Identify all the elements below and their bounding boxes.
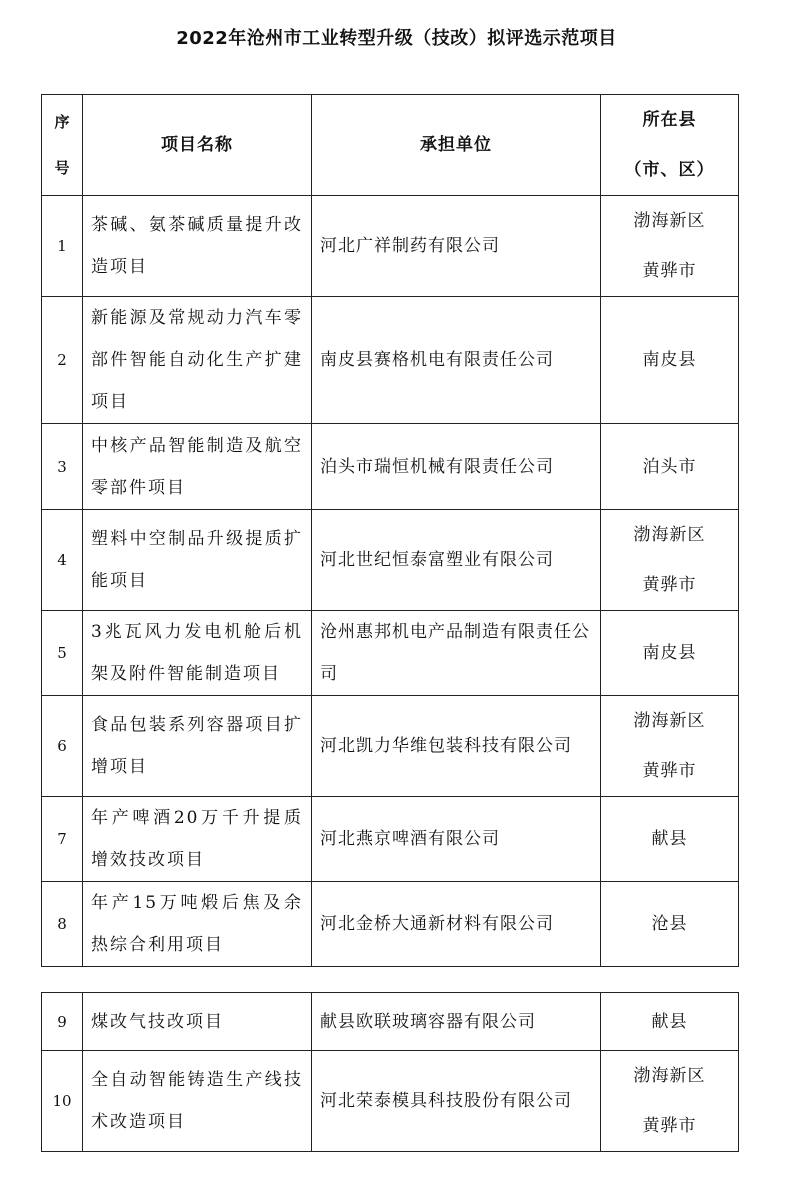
- row-project-name: 年产啤酒20万千升提质增效技改项目: [83, 797, 312, 882]
- row-index: 5: [42, 611, 83, 696]
- row-location-line-1: 沧县: [651, 914, 688, 934]
- row-location-line-1: 南皮县: [642, 643, 697, 663]
- header-unit: 承担单位: [312, 95, 601, 196]
- row-location: [601, 196, 739, 297]
- row-unit: 河北广祥制药有限公司: [312, 196, 601, 297]
- row-project-name: 全自动智能铸造生产线技术改造项目: [83, 1051, 312, 1152]
- row-project-name: 塑料中空制品升级提质扩能项目: [83, 510, 312, 611]
- table-header-row: [42, 95, 739, 196]
- header-project-name: 项目名称: [83, 95, 312, 196]
- row-unit: 河北金桥大通新材料有限公司: [312, 882, 601, 967]
- row-unit: 河北燕京啤酒有限公司: [312, 797, 601, 882]
- row-index: 9: [42, 993, 83, 1051]
- row-location: [601, 696, 739, 797]
- row-location: [601, 1051, 739, 1152]
- row-index: 2: [42, 297, 83, 424]
- table-row: [42, 297, 739, 424]
- row-location: [601, 611, 739, 696]
- row-location-line-1: 渤海新区: [633, 711, 706, 731]
- row-unit: 泊头市瑞恒机械有限责任公司: [312, 424, 601, 510]
- projects-table-continued: [41, 992, 739, 1152]
- header-location: [601, 95, 739, 196]
- row-location-line-2: 黄骅市: [642, 1116, 697, 1136]
- row-location-line-1: 渤海新区: [633, 211, 706, 231]
- row-location-line-1: 献县: [651, 1011, 688, 1032]
- row-unit: 沧州惠邦机电产品制造有限责任公司: [312, 611, 601, 696]
- row-location-line-1: 渤海新区: [633, 525, 706, 545]
- table-row: [42, 196, 739, 297]
- table-row: [42, 993, 739, 1051]
- header-index-line-1: 序: [54, 113, 70, 131]
- row-location: [601, 510, 739, 611]
- table-row: [42, 1051, 739, 1152]
- row-unit: 河北荣泰模具科技股份有限公司: [312, 1051, 601, 1152]
- row-index: 7: [42, 797, 83, 882]
- row-location-line-1: 渤海新区: [633, 1066, 706, 1086]
- projects-table: [41, 94, 739, 967]
- row-location: [601, 882, 739, 967]
- row-location-line-1: 泊头市: [642, 456, 697, 477]
- row-location: [601, 297, 739, 424]
- row-location-line-2: 黄骅市: [642, 261, 697, 281]
- row-unit: 河北凯力华维包装科技有限公司: [312, 696, 601, 797]
- row-index: 10: [42, 1051, 83, 1152]
- row-project-name: 3兆瓦风力发电机舱后机架及附件智能制造项目: [83, 611, 312, 696]
- table-row: [42, 882, 739, 967]
- row-unit: 南皮县赛格机电有限责任公司: [312, 297, 601, 424]
- row-index: 3: [42, 424, 83, 510]
- row-unit: 献县欧联玻璃容器有限公司: [312, 993, 601, 1051]
- row-location-line-1: 南皮县: [642, 350, 697, 370]
- row-unit: 河北世纪恒泰富塑业有限公司: [312, 510, 601, 611]
- row-index: 1: [42, 196, 83, 297]
- row-project-name: 煤改气技改项目: [83, 993, 312, 1051]
- row-location-line-2: 黄骅市: [642, 761, 697, 781]
- header-location-line-2: （市、区）: [624, 160, 715, 180]
- table-row: [42, 424, 739, 510]
- row-location-line-2: 黄骅市: [642, 575, 697, 595]
- table-row: [42, 611, 739, 696]
- row-index: 6: [42, 696, 83, 797]
- header-location-line-1: 所在县: [642, 110, 697, 130]
- table-row: [42, 696, 739, 797]
- row-location: [601, 424, 739, 510]
- page-title: 2022年沧州市工业转型升级（技改）拟评选示范项目: [176, 28, 617, 49]
- row-project-name: 年产15万吨煅后焦及余热综合利用项目: [83, 882, 312, 967]
- row-location-line-1: 献县: [651, 829, 688, 849]
- row-index: 8: [42, 882, 83, 967]
- header-index: [42, 95, 83, 196]
- row-project-name: 中核产品智能制造及航空零部件项目: [83, 424, 312, 510]
- header-index-line-2: 号: [54, 159, 70, 177]
- row-project-name: 新能源及常规动力汽车零部件智能自动化生产扩建项目: [83, 297, 312, 424]
- row-location: [601, 797, 739, 882]
- table-row: [42, 510, 739, 611]
- row-location: [601, 993, 739, 1051]
- row-index: 4: [42, 510, 83, 611]
- row-project-name: 茶碱、氨茶碱质量提升改造项目: [83, 196, 312, 297]
- row-project-name: 食品包装系列容器项目扩增项目: [83, 696, 312, 797]
- table-row: [42, 797, 739, 882]
